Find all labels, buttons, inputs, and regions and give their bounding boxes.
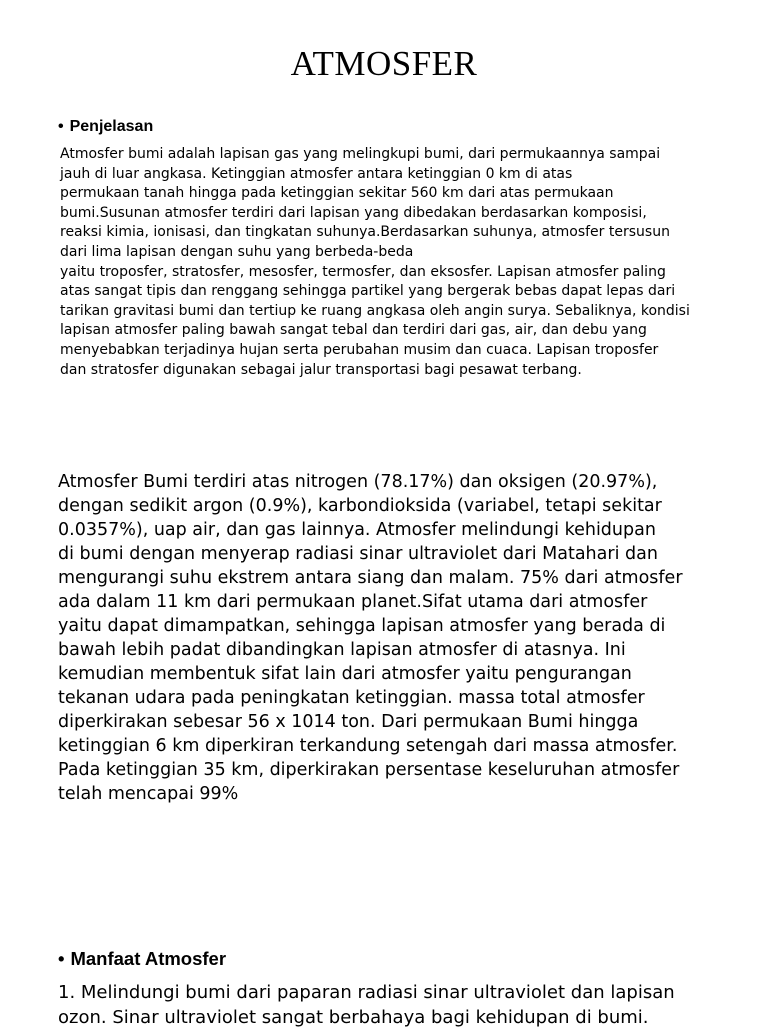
text-line: tarikan gravitasi bumi dan tertiup ke ruang angkasa oleh angin surya. Sebaliknya, kondisi bbox=[60, 302, 690, 319]
text-line: 0.0357%), uap air, dan gas lainnya. Atmosfer melindungi kehidupan bbox=[58, 520, 656, 540]
text-line: 1. Melindungi bumi dari paparan radiasi sinar ultraviolet dan lapisan bbox=[58, 982, 675, 1003]
text-line: yaitu troposfer, stratosfer, mesosfer, termosfer, dan eksosfer. Lapisan atmosfer paling bbox=[60, 263, 666, 280]
section-heading-label: Penjelasan bbox=[69, 118, 154, 135]
text-line: bumi.Susunan atmosfer terdiri dari lapisan yang dibedakan berdasarkan komposisi, bbox=[60, 204, 647, 221]
paragraph-komposisi bbox=[58, 470, 738, 806]
text-line: telah mencapai 99% bbox=[58, 784, 239, 804]
text-line: bawah lebih padat dibandingkan lapisan atmosfer di atasnya. Ini bbox=[58, 640, 626, 660]
text-line: dan stratosfer digunakan sebagai jalur transportasi bagi pesawat terbang. bbox=[60, 361, 582, 378]
page-title: ATMOSFER bbox=[290, 44, 478, 83]
paragraph-manfaat bbox=[58, 980, 738, 1030]
text-line: di bumi dengan menyerap radiasi sinar ultraviolet dari Matahari dan bbox=[58, 544, 658, 564]
section-heading-manfaat bbox=[58, 948, 226, 970]
text-line: mengurangi suhu ekstrem antara siang dan malam. 75% dari atmosfer bbox=[58, 568, 683, 588]
text-line: jauh di luar angkasa. Ketinggian atmosfer antara ketinggian 0 km di atas bbox=[60, 165, 573, 182]
section-heading-penjelasan bbox=[58, 118, 153, 136]
text-line: dengan sedikit argon (0.9%), karbondioksida (variabel, tetapi sekitar bbox=[58, 496, 662, 516]
text-line: yaitu dapat dimampatkan, sehingga lapisan atmosfer yang berada di bbox=[58, 616, 666, 636]
text-line: tekanan udara pada peningkatan ketinggian. massa total atmosfer bbox=[58, 688, 645, 708]
text-line: ada dalam 11 km dari permukaan planet.Sifat utama dari atmosfer bbox=[58, 592, 648, 612]
section-heading-label: Manfaat Atmosfer bbox=[70, 948, 227, 969]
text-line: atas sangat tipis dan renggang sehingga partikel yang bergerak bebas dapat lepas dari bbox=[60, 283, 676, 300]
text-line: kemudian membentuk sifat lain dari atmosfer yaitu pengurangan bbox=[58, 664, 632, 684]
text-line: permukaan tanah hingga pada ketinggian sekitar 560 km dari atas permukaan bbox=[60, 185, 614, 202]
bullet-icon: • bbox=[58, 948, 65, 969]
text-line: reaksi kimia, ionisasi, dan tingkatan suhunya.Berdasarkan suhunya, atmosfer tersusun bbox=[60, 224, 670, 241]
paragraph-penjelasan bbox=[60, 145, 720, 380]
text-line: diperkirakan sebesar 56 x 1014 ton. Dari permukaan Bumi hingga bbox=[58, 712, 639, 732]
bullet-icon: • bbox=[58, 118, 64, 135]
text-line: lapisan atmosfer paling bawah sangat tebal dan terdiri dari gas, air, dan debu yang bbox=[60, 322, 647, 339]
text-line: ozon. Sinar ultraviolet sangat berbahaya bagi kehidupan di bumi. bbox=[58, 1007, 649, 1028]
text-line: Atmosfer Bumi terdiri atas nitrogen (78.17%) dan oksigen (20.97%), bbox=[58, 472, 658, 492]
text-line: menyebabkan terjadinya hujan serta perubahan musim dan cuaca. Lapisan troposfer bbox=[60, 341, 659, 358]
text-line: ketinggian 6 km diperkiran terkandung setengah dari massa atmosfer. bbox=[58, 736, 678, 756]
text-line: Atmosfer bumi adalah lapisan gas yang melingkupi bumi, dari permukaannya sampai bbox=[60, 146, 661, 162]
text-line: dari lima lapisan dengan suhu yang berbeda-beda bbox=[60, 243, 414, 260]
text-line: Pada ketinggian 35 km, diperkirakan persentase keseluruhan atmosfer bbox=[58, 760, 680, 780]
